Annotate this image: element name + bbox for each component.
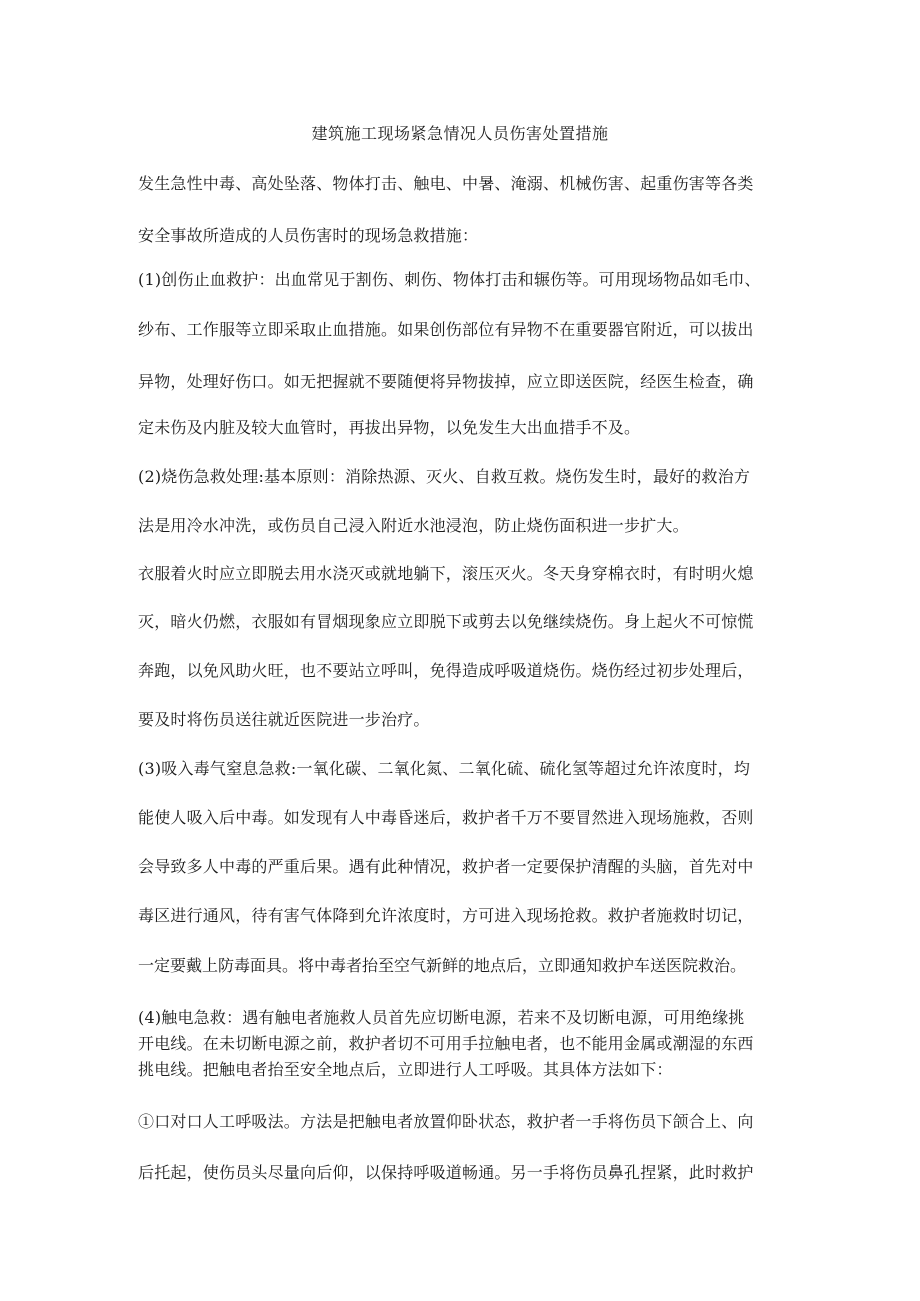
paragraph-line: 毒区进行通风，待有害气体降到允许浓度时，方可进入现场抢救。救护者施救时切记， bbox=[138, 906, 754, 925]
paragraph-line: 开电线。在未切断电源之前，救护者切不可用手拉触电者，也不能用金属或潮湿的东西 bbox=[138, 1034, 754, 1053]
paragraph-line: 纱布、工作服等立即采取止血措施。如果创伤部位有异物不在重要器官附近，可以拔出 bbox=[138, 320, 754, 339]
paragraph-line: 定未伤及内脏及较大血管时，再拔出异物，以免发生大出血措手不及。 bbox=[138, 418, 641, 437]
paragraph-line: 异物，处理好伤口。如无把握就不要随便将异物拔掉，应立即送医院，经医生检查，确 bbox=[138, 372, 754, 391]
paragraph-line: (3)吸入毒气窒息急救:一氧化碳、二氧化氮、二氧化硫、硫化氢等超过允许浓度时，均 bbox=[138, 759, 751, 778]
paragraph-line: 发生急性中毒、高处坠落、物体打击、触电、中暑、淹溺、机械伤害、起重伤害等各类 bbox=[138, 174, 754, 193]
paragraph-line: 一定要戴上防毒面具。将中毒者抬至空气新鲜的地点后，立即通知救护车送医院救治。 bbox=[138, 956, 747, 975]
document-title: 建筑施工现场紧急情况人员伤害处置措施 bbox=[311, 124, 609, 143]
paragraph-line: 要及时将伤员送往就近医院进一步治疗。 bbox=[138, 710, 430, 729]
paragraph-line: 法是用冷水冲洗，或伤员自己浸入附近水池浸泡，防止烧伤面积进一步扩大。 bbox=[138, 516, 689, 535]
paragraph-line: (1)创伤止血救护：出血常见于割伤、刺伤、物体打击和辗伤等。可用现场物品如毛巾、 bbox=[138, 270, 761, 289]
paragraph-line: 挑电线。把触电者抬至安全地点后，立即进行人工呼吸。其具体方法如下： bbox=[138, 1060, 673, 1079]
paragraph-line: 灭，暗火仍燃，衣服如有冒烟现象应立即脱下或剪去以免继续烧伤。身上起火不可惊慌 bbox=[138, 612, 754, 631]
paragraph-line: (2)烧伤急救处理:基本原则：消除热源、灭火、自救互救。烧伤发生时，最好的救治方 bbox=[138, 467, 751, 486]
paragraph-line: 会导致多人中毒的严重后果。遇有此种情况，救护者一定要保护清醒的头脑，首先对中 bbox=[138, 857, 754, 876]
paragraph-line: 衣服着火时应立即脱去用水浇灭或就地躺下，滚压灭火。冬天身穿棉衣时，有时明火熄 bbox=[138, 564, 754, 583]
paragraph-line: ①口对口人工呼吸法。方法是把触电者放置仰卧状态，救护者一手将伤员下颌合上、向 bbox=[138, 1112, 754, 1131]
paragraph-line: 安全事故所造成的人员伤害时的现场急救措施： bbox=[138, 226, 479, 245]
paragraph-line: 奔跑，以免风助火旺，也不要站立呼叫，免得造成呼吸道烧伤。烧伤经过初步处理后， bbox=[138, 661, 754, 680]
paragraph-line: (4)触电急救：遇有触电者施救人员首先应切断电源，若来不及切断电源，可用绝缘挑 bbox=[138, 1008, 745, 1027]
paragraph-line: 后托起，使伤员头尽量向后仰，以保持呼吸道畅通。另一手将伤员鼻孔捏紧，此时救护 bbox=[138, 1163, 754, 1182]
paragraph-line: 能使人吸入后中毒。如发现有人中毒昏迷后，救护者千万不要冒然进入现场施救，否则 bbox=[138, 808, 754, 827]
